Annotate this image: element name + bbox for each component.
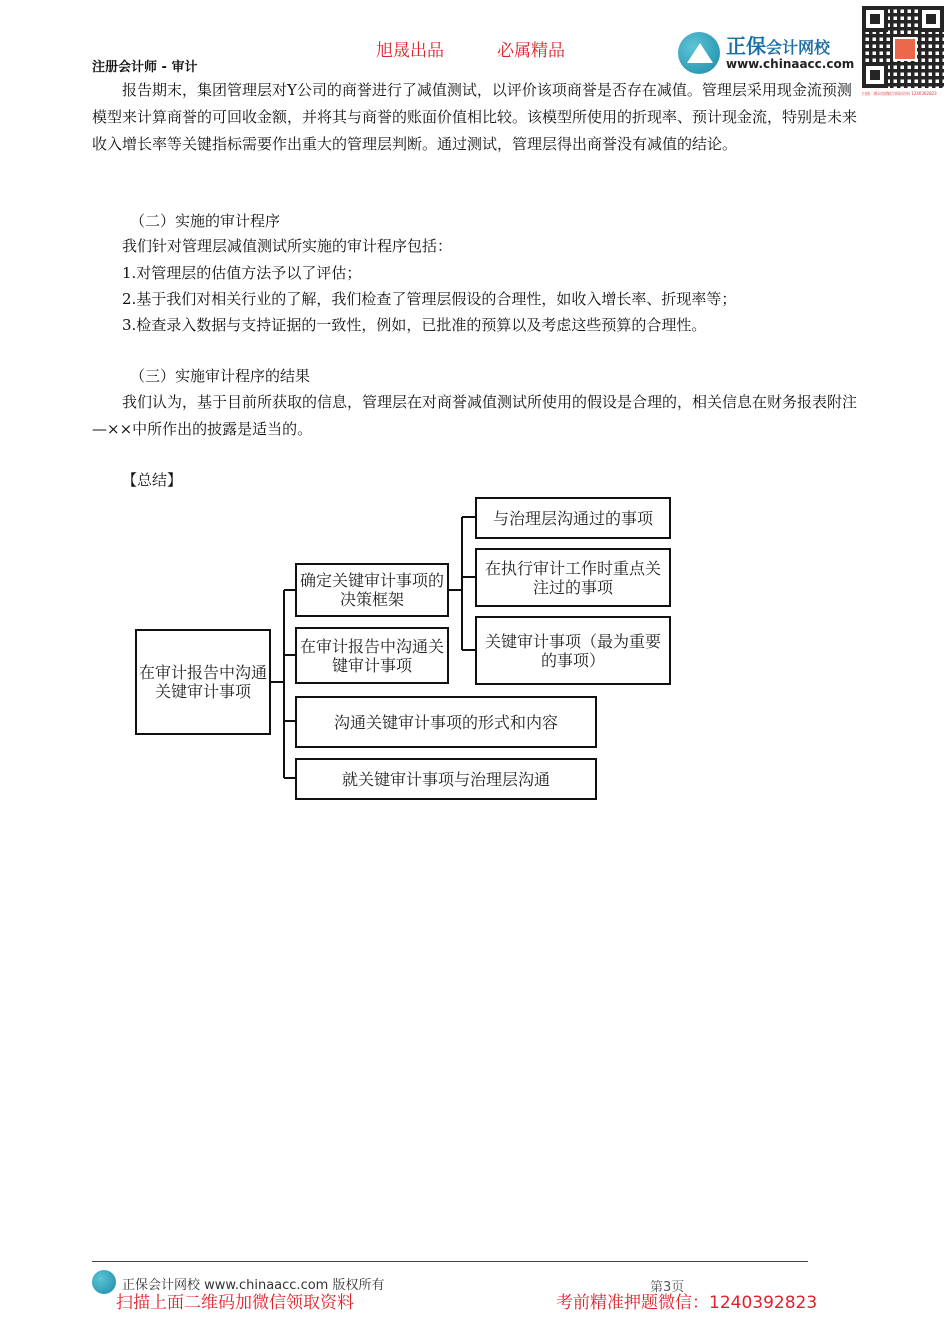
diagram-branch-3-label: 沟通关键审计事项的形式和内容 bbox=[333, 712, 558, 732]
section2-item-3: 3.检查录入数据与支持证据的一致性，例如，已批准的预算以及考虑这些预算的合理性。 bbox=[122, 316, 707, 334]
qr-finder-icon bbox=[862, 62, 888, 88]
diagram-branch-3-box bbox=[295, 696, 597, 748]
footer-logo-icon bbox=[92, 1270, 116, 1294]
section2-item-1: 1.对管理层的估值方法予以了评估； bbox=[122, 264, 362, 282]
diagram-leaf-1-label: 与治理层沟通过的事项 bbox=[492, 508, 653, 528]
intro-paragraph bbox=[92, 77, 862, 158]
intro-text: 报告期末，集团管理层对Y公司的商誉进行了减值测试，以评价该项商誉是否存在减值。管理层采用现金流预测模型来计算商誉的可回收金额，并将其与商誉的账面价值相比较。该模型所使用的折现率、预计现金流，特别是未来收入增长率等关键指标需要作出重大的管理层判断。通过测试，管理层得出商誉没有减值的结论。 bbox=[92, 81, 858, 153]
qr-center-logo-icon bbox=[893, 37, 917, 61]
diagram-leaf-1-box bbox=[475, 497, 671, 539]
chinaacc-logo bbox=[678, 30, 858, 76]
diagram-branch-4-label: 就关键审计事项与治理层沟通 bbox=[341, 769, 550, 789]
logo-mark-icon bbox=[678, 32, 720, 74]
diagram-leaf-2-label: 在执行审计工作时重点关注过的事项 bbox=[484, 558, 661, 597]
diagram-leaf-3-box bbox=[475, 616, 671, 685]
summary-label: 【总结】 bbox=[122, 471, 183, 489]
footer-promo-right: 考前精准押题微信：1240392823 bbox=[556, 1293, 818, 1313]
footer-promo-left: 扫描上面二维码加微信领取资料 bbox=[116, 1293, 354, 1313]
diagram-branch-1-label: 确定关键审计事项的决策框架 bbox=[299, 571, 444, 609]
promo-left-text: 旭晟出品 bbox=[376, 41, 444, 61]
section3-paragraph bbox=[92, 389, 862, 443]
diagram-branch-1-box bbox=[295, 563, 449, 617]
diagram-root-label: 在审计报告中沟通关键审计事项 bbox=[139, 663, 268, 701]
logo-name-suffix: 会计网校 bbox=[766, 38, 831, 57]
section3-title: （三）实施审计程序的结果 bbox=[130, 367, 311, 385]
qr-code-icon bbox=[862, 6, 944, 88]
section3-text: 我们认为，基于目前所获取的信息，管理层在对商誉减值测试所使用的假设是合理的，相关信息在财务报表附注—××中所作出的披露是适当的。 bbox=[92, 393, 858, 438]
qr-finder-icon bbox=[862, 6, 888, 32]
diagram-branch-2-label: 在审计报告中沟通关键审计事项 bbox=[299, 636, 444, 675]
footer-divider bbox=[92, 1261, 808, 1262]
qr-finder-icon bbox=[918, 6, 944, 32]
page-number: 第3页 bbox=[650, 1280, 685, 1295]
section2-item-2: 2.基于我们对相关行业的了解，我们检查了管理层假设的合理性，如收入增长率、折现率等； bbox=[122, 290, 737, 308]
logo-name: 正保 bbox=[726, 34, 766, 58]
course-title: 注册会计师 - 审计 bbox=[92, 60, 198, 75]
diagram-branch-2-box bbox=[295, 627, 449, 684]
qr-caption: 扫描二维码加微信领取资料 1240392823 bbox=[862, 91, 937, 96]
diagram-root-box bbox=[135, 629, 271, 735]
diagram-branch-4-box bbox=[295, 758, 597, 800]
diagram-leaf-2-box bbox=[475, 548, 671, 607]
section2-title: （二）实施的审计程序 bbox=[130, 212, 281, 230]
diagram-leaf-3-label: 关键审计事项（最为重要的事项） bbox=[484, 631, 661, 670]
footer-copyright: 正保会计网校 www.chinaacc.com 版权所有 bbox=[122, 1278, 385, 1293]
section2-lead: 我们针对管理层减值测试所实施的审计程序包括： bbox=[122, 237, 453, 255]
promo-right-text: 必属精品 bbox=[497, 41, 565, 61]
logo-url: www.chinaacc.com bbox=[726, 57, 855, 71]
